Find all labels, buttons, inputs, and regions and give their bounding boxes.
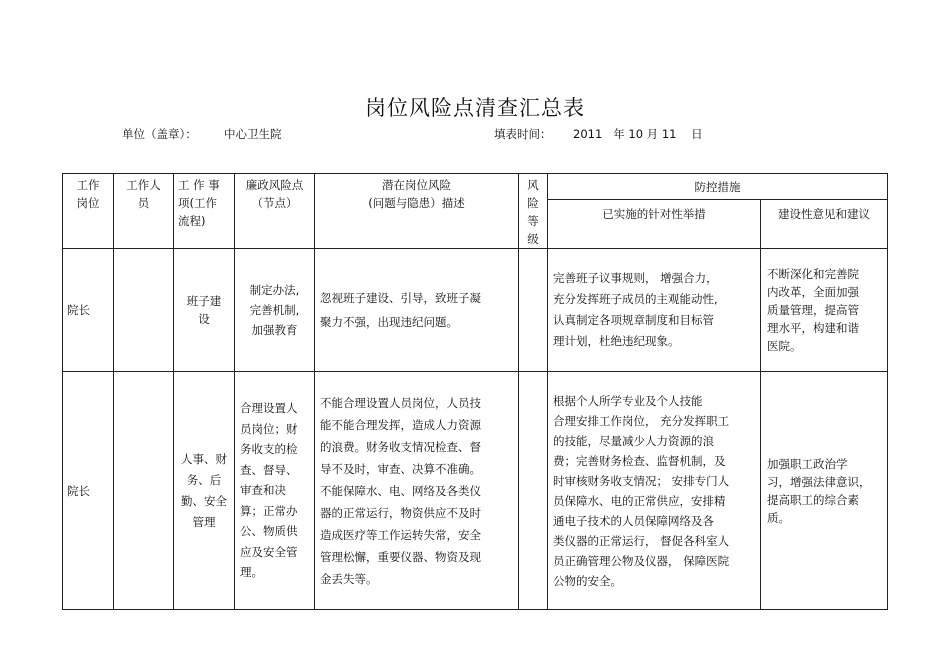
page-title: 岗位风险点清查汇总表 [365,96,585,120]
row2-risk-point: 合理设置人 员岗位；财 务收支的检 查、督导、 审查和决 算；正常办 公、物质供 应及安全管 理。 [235,372,315,610]
row1-risk-point: 制定办法, 完善机制, 加强教育 [235,249,315,372]
row2-staff [114,372,174,610]
row1-risk-level [519,249,548,372]
table-row [63,372,888,610]
header-staff: 工作人 员 [114,174,174,249]
row2-implemented: 根据个人所学专业及个人技能 合理安排工作岗位， 充分发挥职工 的技能，尽量减少人力资源的浪 费；完善财务检查、监督机制，及 时审核财务收支情况； 安排专门人 员保障水、电的正常供应，安排精 通电子技术的人员保障网络及各 类仪器的正常运行， 督促各科室人 员正确管理公物及仪器， 保障医院 公物的安全。 [548,372,761,610]
row2-potential-risk: 不能合理设置人员岗位，人员技 能不能合理发挥，造成人力资源 的浪费。财务收支情况检查、督 导不及时，审查、决算不准确。 不能保障水、电、网络及各类仪 器的正常运行，物资供应不及时 造成医疗等工作运转失常，安全 管理松懈，重要仪器、物资及现 金丢失等。 [315,372,519,610]
header-suggestions: 建设性意见和建议 [761,200,888,249]
header-risk-point: 廉政风险点 （节点） [235,174,315,249]
date-value: 2011 年 10 月 11 日 [573,127,703,141]
unit-value: 中心卫生院 [224,127,282,141]
header-potential-risk: 潜在岗位风险 (问题与隐患）描述 [315,174,519,249]
header-item: 工 作 事 项(工作 流程) [174,174,235,249]
header-risk-level: 风 险 等 级 [519,174,548,249]
header-measures: 防控措施 [548,174,888,200]
row1-suggestions: 不断深化和完善院 内改革，全面加强 质量管理，提高管 理水平，构建和谐 医院。 [761,249,888,372]
row1-implemented: 完善班子议事规则， 增强合力， 充分发挥班子成员的主观能动性, 认真制定各项规章制度和目标管 理计划，杜绝违纪现象。 [548,249,761,372]
row2-post: 院长 [63,372,114,610]
unit-label: 单位（盖章）： [122,127,197,141]
row1-item: 班子建 设 [174,249,235,372]
row2-item: 人事、财 务、后 勤、安全 管理 [174,372,235,610]
row1-staff [114,249,174,372]
table-row [63,249,888,372]
header-post: 工作 岗位 [63,174,114,249]
row2-suggestions: 加强职工政治学 习，增强法律意识， 提高职工的综合素 质。 [761,372,888,610]
date-label: 填表时间： [494,127,552,141]
header-implemented: 已实施的针对性举措 [548,200,761,249]
row2-risk-level [519,372,548,610]
row1-post: 院长 [63,249,114,372]
risk-summary-table [62,173,888,610]
row1-potential-risk: 忽视班子建设、引导，致班子凝 聚力不强，出现违纪问题。 [315,249,519,372]
